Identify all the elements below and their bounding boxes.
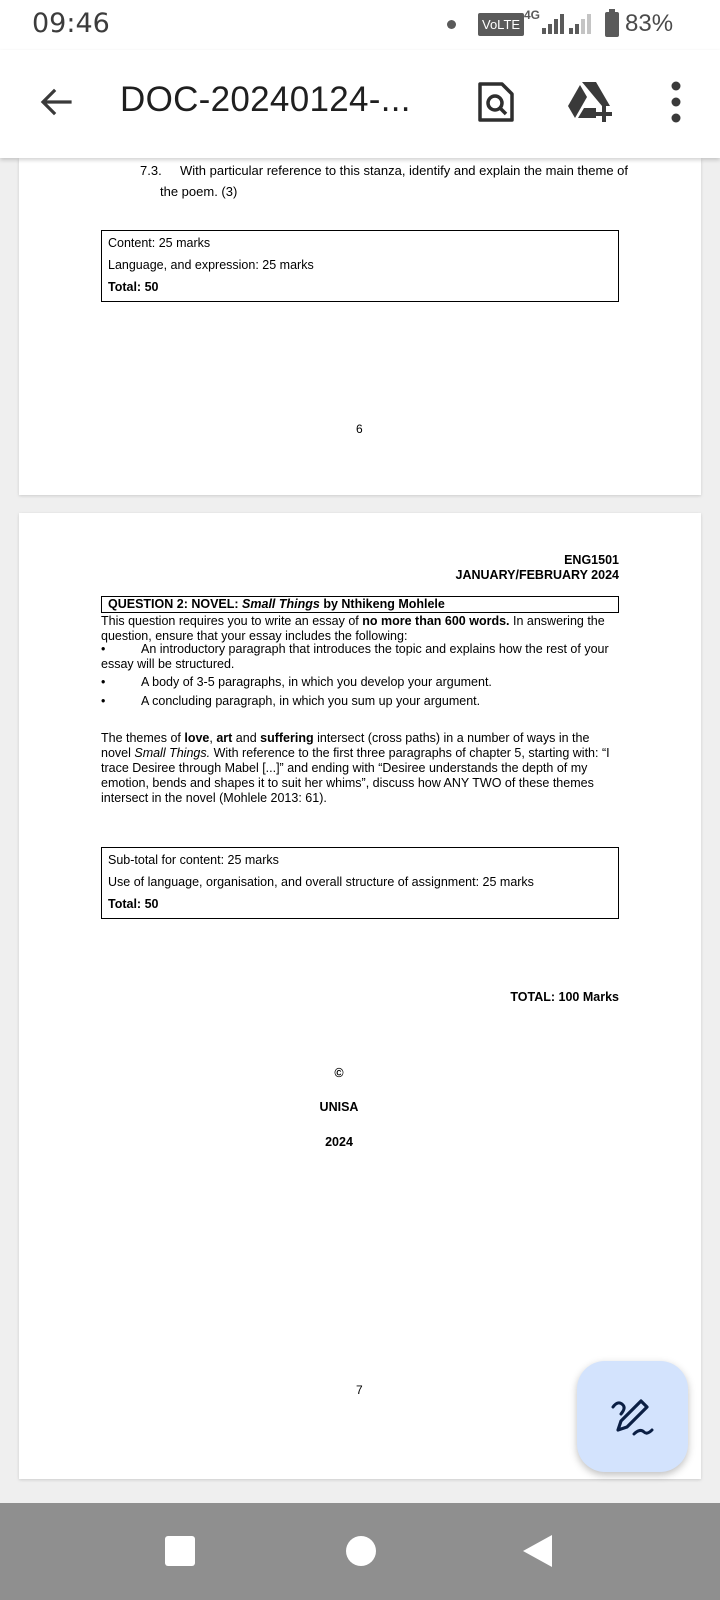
exam-period: JANUARY/FEBRUARY 2024 [455, 568, 619, 582]
recents-square-icon[interactable] [165, 1536, 195, 1566]
bullet-symbol: • [101, 675, 106, 689]
more-vertical-icon[interactable] [660, 80, 692, 124]
novel-title: Small Things [242, 597, 320, 611]
question-number: 7.3. [140, 163, 162, 178]
copyright-year: 2024 [325, 1135, 353, 1149]
page-number: 7 [356, 1383, 363, 1397]
institution-name: UNISA [319, 1100, 359, 1114]
network-type: 4G [524, 8, 541, 22]
marks-language: Use of language, organisation, and overall structure of assignment: 25 marks [108, 875, 534, 889]
document-page-6[interactable] [19, 158, 701, 495]
marks-language: Language, and expression: 25 marks [108, 258, 314, 272]
grand-total: TOTAL: 100 Marks [510, 990, 619, 1004]
themes-text: intersect (cross paths) in a number of ways in the novel [101, 731, 590, 760]
marks-total: Total: 50 [108, 280, 159, 294]
edit-fab-button[interactable] [577, 1361, 688, 1472]
question-text-line2: the poem. (3) [160, 184, 238, 199]
course-code: ENG1501 [564, 553, 619, 567]
edit-pen-icon [610, 1394, 654, 1438]
marks-box [101, 847, 619, 919]
document-title: DOC-20240124-... [120, 80, 411, 119]
drive-add-icon[interactable] [566, 78, 614, 122]
bullet-symbol: • [101, 694, 106, 708]
bullet-item-3: A concluding paragraph, in which you sum up your argument. [141, 694, 481, 708]
bullet-item-2: A body of 3-5 paragraphs, in which you develop your argument. [141, 675, 492, 689]
bullet-item-1: An introductory paragraph that introduces the topic and explains how the rest of your essay will be structured. [101, 642, 609, 671]
back-arrow-icon[interactable] [36, 82, 76, 122]
exam-header [456, 553, 619, 583]
themes-text: The themes of [101, 731, 185, 745]
bullet-symbol: • [101, 642, 106, 656]
battery-percent: 83% [625, 10, 674, 37]
status-time: 09:46 [32, 8, 110, 39]
marks-content: Content: 25 marks [108, 236, 211, 250]
question-prefix: QUESTION 2: NOVEL: [108, 597, 243, 611]
marks-box [101, 230, 619, 302]
themes-text: With reference to the first three paragraphs of chapter 5, starting with: “I trace Desiree through Mabel [...]” and ending with “Desiree understands the depth of my emotion, bends and shapes it to suit her whims”, discuss how ANY TWO of these themes intersect in the novel (Mohlele 2013: 61). [101, 746, 610, 805]
marks-total: Total: 50 [108, 897, 159, 911]
themes-text: and [232, 731, 261, 745]
theme-love: love [184, 731, 210, 745]
battery-icon [605, 12, 619, 37]
signal-strength-secondary-icon [569, 14, 591, 34]
novel-author: by Nthikeng Mohlele [319, 597, 445, 611]
status-bar [0, 0, 720, 50]
intro-text: This question requires you to write an essay of [101, 614, 363, 628]
find-in-page-icon[interactable] [474, 80, 518, 124]
question-header [101, 596, 619, 613]
home-circle-icon[interactable] [346, 1536, 376, 1566]
theme-art: art [216, 731, 233, 745]
intro-text-rest: In answering the question, ensure that your essay includes the following: [101, 614, 605, 643]
intro-word-limit: no more than 600 words. [362, 614, 510, 628]
themes-paragraph [101, 731, 621, 806]
theme-suffering: suffering [260, 731, 314, 745]
intro-paragraph [101, 614, 621, 644]
novel-title-inline: Small Things. [134, 746, 211, 760]
themes-text: , [209, 731, 217, 745]
marks-content: Sub-total for content: 25 marks [108, 853, 279, 867]
system-navigation-bar [0, 1503, 720, 1600]
question-text-line1: With particular reference to this stanza, identify and explain the main theme of [180, 163, 629, 178]
page-number: 6 [356, 422, 363, 436]
app-bar [0, 50, 720, 158]
document-page-7[interactable] [19, 513, 701, 1479]
back-triangle-icon[interactable] [523, 1535, 552, 1567]
copyright-symbol: © [334, 1066, 344, 1080]
notification-dot-icon [447, 20, 456, 29]
volte-badge: VoLTE [478, 13, 524, 36]
signal-strength-icon [542, 14, 564, 34]
